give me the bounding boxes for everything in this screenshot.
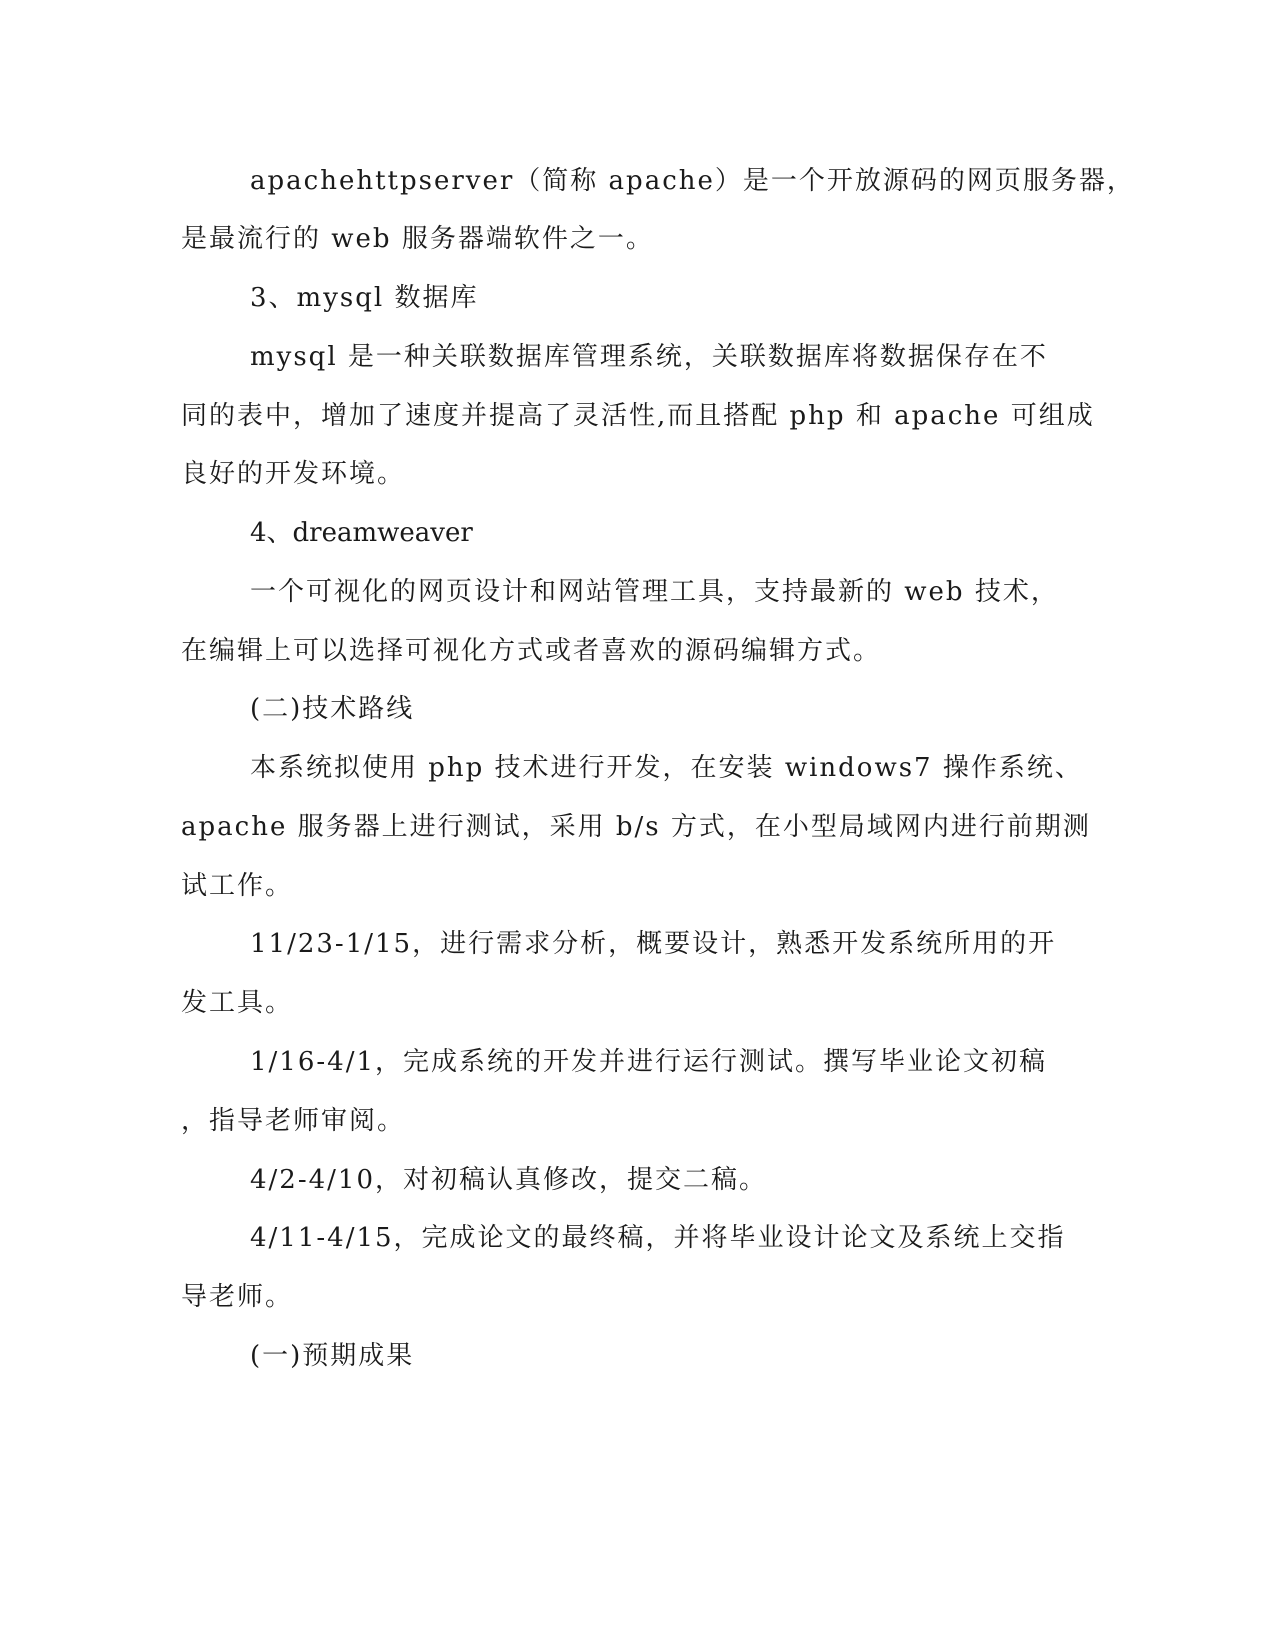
text-line: 4/2-4/10，对初稿认真修改，提交二稿。: [250, 1165, 768, 1195]
text-line: ，指导老师审阅。: [181, 1106, 406, 1136]
section-heading: (二)技术路线: [250, 694, 415, 724]
text-line: 发工具。: [181, 988, 294, 1018]
text-line: 良好的开发环境。: [181, 459, 406, 489]
text-line: 试工作。: [181, 871, 294, 901]
text-line: 同的表中，增加了速度并提高了灵活性,而且搭配 php 和 apache 可组成: [181, 401, 1095, 431]
text-line: 4/11-4/15，完成论文的最终稿，并将毕业设计论文及系统上交指: [250, 1223, 1066, 1253]
text-line: 本系统拟使用 php 技术进行开发，在安装 windows7 操作系统、: [250, 753, 1083, 783]
text-line: 在编辑上可以选择可视化方式或者喜欢的源码编辑方式。: [181, 636, 882, 666]
text-line: 导老师。: [181, 1282, 294, 1312]
text-line: 是最流行的 web 服务器端软件之一。: [181, 224, 654, 254]
section-heading: (一)预期成果: [250, 1341, 415, 1371]
text-line: 1/16-4/1，完成系统的开发并进行运行测试。撰写毕业论文初稿: [250, 1047, 1048, 1077]
section-heading: 3、mysql 数据库: [250, 283, 479, 313]
text-line: 11/23-1/15，进行需求分析，概要设计，熟悉开发系统所用的开: [250, 929, 1057, 959]
section-heading: 4、dreamweaver: [250, 518, 473, 548]
text-line: apache 服务器上进行测试，采用 b/s 方式，在小型局域网内进行前期测: [181, 812, 1091, 842]
text-line: apachehttpserver（简称 apache）是一个开放源码的网页服务器，: [250, 166, 1135, 196]
text-line: 一个可视化的网页设计和网站管理工具，支持最新的 web 技术，: [250, 577, 1059, 607]
text-line: mysql 是一种关联数据库管理系统，关联数据库将数据保存在不: [250, 342, 1048, 372]
